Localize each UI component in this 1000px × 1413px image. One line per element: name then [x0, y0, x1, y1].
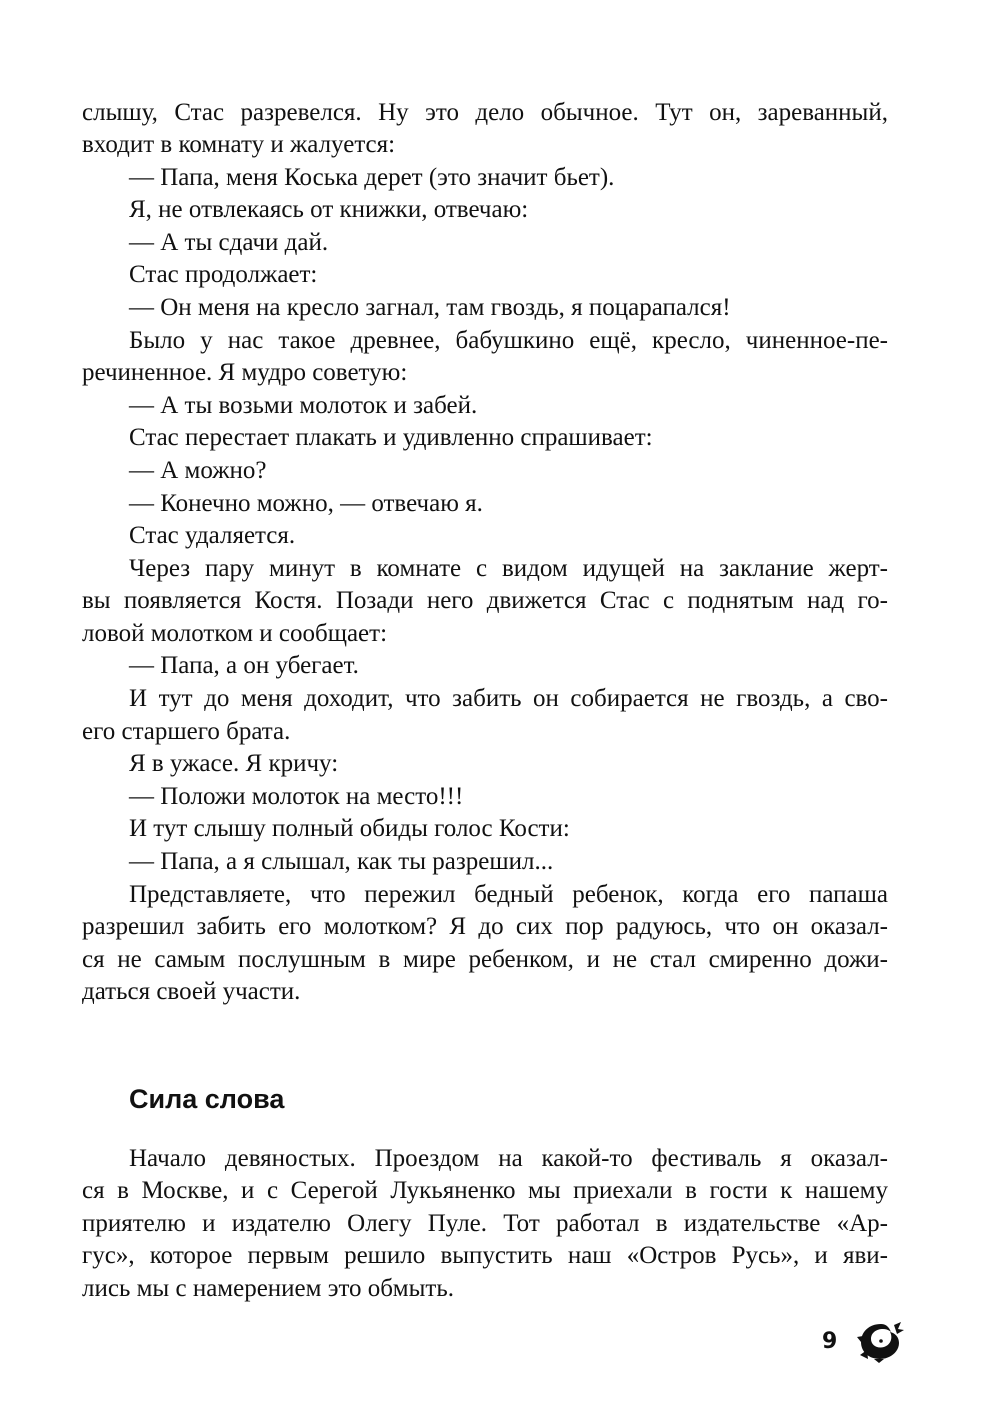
text-line: — А ты сдачи дай.: [129, 229, 329, 256]
text-line: ловой молотком и сообщает:: [82, 620, 388, 647]
text-line: слышу, Стас разревелся. Ну это дело обычное. Тут он, зареванный,: [82, 99, 888, 126]
text-line: — Папа, а он убегает.: [129, 652, 359, 679]
text-line: его старшего брата.: [82, 718, 291, 745]
text-line: — Конечно можно, — отвечаю я.: [129, 490, 483, 517]
text-line: И тут слышу полный обиды голос Кости:: [129, 815, 570, 842]
text-line: — Положи молоток на место!!!: [129, 783, 464, 810]
text-line: Стас продолжает:: [129, 261, 318, 288]
text-line: Было у нас такое древнее, бабушкино ещё, кресло, чиненное-пе-: [129, 327, 888, 354]
text-line: лись мы с намерением это обмыть.: [82, 1275, 454, 1302]
text-line: Стас удаляется.: [129, 522, 296, 549]
text-line: Стас перестает плакать и удивленно спрашивает:: [129, 424, 653, 451]
text-line: — Папа, а я слышал, как ты разрешил...: [129, 848, 554, 875]
page-number: 9: [822, 1329, 838, 1354]
text-line: ся не самым послушным в мире ребенком, и не стал смиренно дожи-: [82, 946, 888, 973]
text-line: Представляете, что пережил бедный ребенок, когда его папаша: [129, 881, 888, 908]
section-heading: Сила слова: [129, 1084, 285, 1114]
text-line: — А можно?: [129, 457, 267, 484]
text-line: гус», которое первым решило выпустить наш «Остров Русь», и яви-: [82, 1242, 888, 1269]
text-line: Через пару минут в комнате с видом идущей на заклание жерт-: [129, 555, 888, 582]
text-line: приятелю и издателю Олегу Пуле. Тот работал в издательстве «Ар-: [82, 1210, 888, 1237]
text-line: Начало девяностых. Проездом на какой-то фестиваль я оказал-: [129, 1145, 888, 1172]
text-line: — Папа, меня Коська дерет (это значит бьет).: [129, 164, 615, 191]
text-line: даться своей участи.: [82, 978, 301, 1005]
dragon-emblem-icon: [856, 1319, 906, 1363]
text-line: разрешил забить его молотком? Я до сих пор радуюсь, что он оказал-: [82, 913, 888, 940]
text-line: Я, не отвлекаясь от книжки, отвечаю:: [129, 196, 529, 223]
text-line: речиненное. Я мудро советую:: [82, 359, 408, 386]
text-line: — Он меня на кресло загнал, там гвоздь, я поцарапался!: [129, 294, 731, 321]
text-line: — А ты возьми молоток и забей.: [129, 392, 478, 419]
text-line: входит в комнату и жалуется:: [82, 131, 396, 158]
text-line: И тут до меня доходит, что забить он собирается не гвоздь, а сво-: [129, 685, 888, 712]
text-line: Я в ужасе. Я кричу:: [129, 750, 339, 777]
text-line: вы появляется Костя. Позади него движется Стас с поднятым над го-: [82, 587, 888, 614]
text-line: ся в Москве, и с Серегой Лукьяненко мы приехали в гости к нашему: [82, 1177, 888, 1204]
